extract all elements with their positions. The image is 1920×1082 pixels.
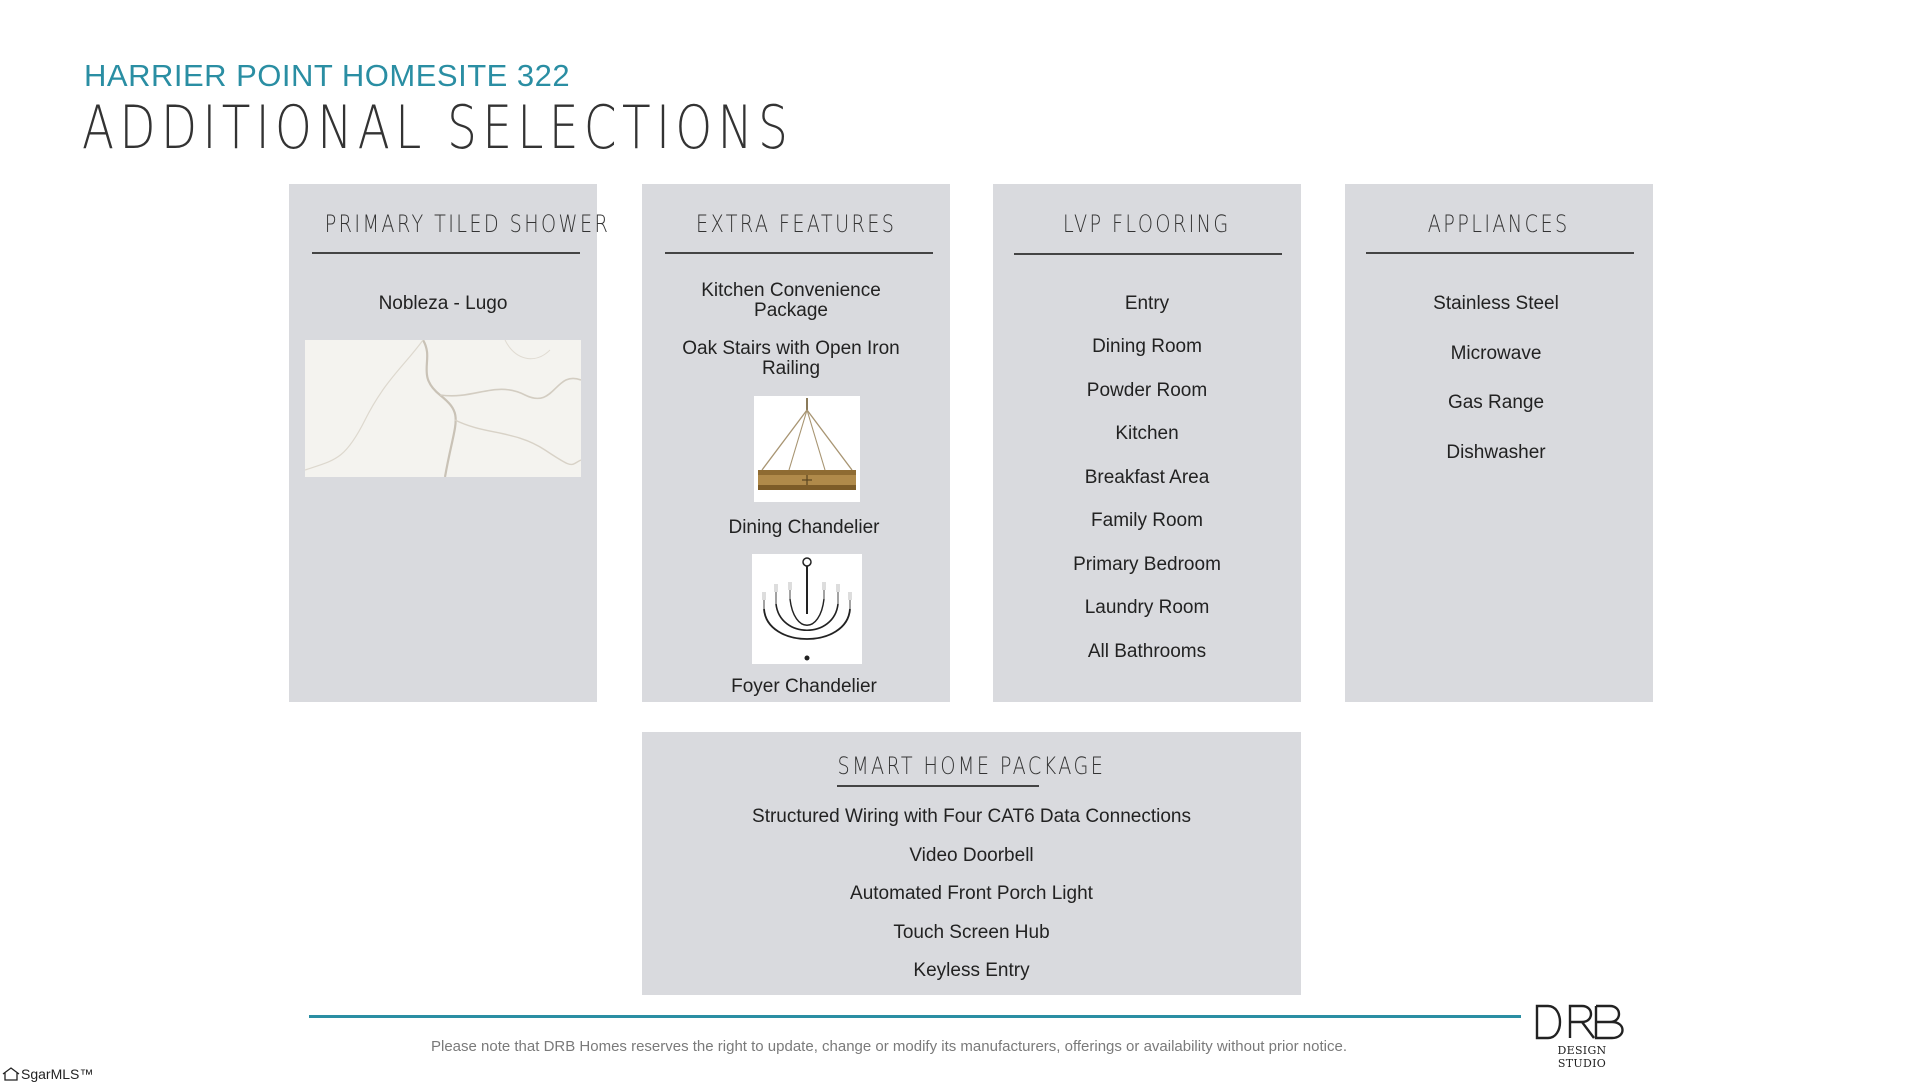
smart-home-item: Structured Wiring with Four CAT6 Data Connections: [752, 806, 1191, 827]
panel-title: APPLIANCES: [1428, 210, 1570, 238]
panel-appliances: [1345, 184, 1653, 702]
panel-divider: [1014, 253, 1282, 255]
flooring-item: Primary Bedroom: [1073, 554, 1221, 575]
flooring-item: All Bathrooms: [1087, 641, 1207, 662]
foyer-chandelier-label: Foyer Chandelier: [731, 676, 877, 697]
flooring-item: Dining Room: [1092, 336, 1202, 357]
appliance-item: Gas Range: [1447, 392, 1545, 413]
flooring-item: Breakfast Area: [1084, 467, 1210, 488]
panel-title: LVP FLOORING: [1063, 210, 1231, 238]
panel-primary-tiled-shower: [289, 184, 611, 702]
panel-divider: [665, 252, 933, 254]
logo-subtitle: DESIGN STUDIO: [1557, 1044, 1607, 1070]
appliance-item: Dishwasher: [1446, 442, 1546, 463]
mls-label: SgarMLS™: [21, 1066, 94, 1082]
homesite-subtitle: HARRIER POINT HOMESITE 322: [84, 58, 571, 93]
panel-extra-features: [642, 184, 950, 702]
drum-chandelier-image: [754, 396, 860, 502]
panel-divider: [837, 785, 1039, 787]
smart-home-item: Keyless Entry: [913, 960, 1030, 981]
smart-home-item: Automated Front Porch Light: [850, 883, 1093, 904]
panel-smart-home-package: [642, 732, 1301, 995]
smart-home-item: Video Doorbell: [909, 845, 1034, 866]
panel-divider: [1366, 252, 1634, 254]
marble-tile-swatch: [305, 340, 581, 477]
panel-title: PRIMARY TILED SHOWER: [324, 210, 611, 238]
panel-divider: [312, 252, 580, 254]
candle-chandelier-image: [752, 554, 862, 664]
disclaimer-note: Please note that DRB Homes reserves the right to update, change or modify its manufacturers, offerings or availability without prior notice.: [430, 1038, 1347, 1055]
appliance-item: Microwave: [1450, 343, 1542, 364]
flooring-item: Kitchen: [1115, 423, 1179, 444]
house-icon: [2, 1067, 20, 1081]
flooring-item: Laundry Room: [1084, 597, 1210, 618]
dining-chandelier-label: Dining Chandelier: [728, 517, 880, 538]
footer-divider: [309, 1015, 1521, 1018]
panel-title: EXTRA FEATURES: [695, 210, 897, 238]
panel-lvp-flooring: [993, 184, 1301, 702]
appliance-item: Stainless Steel: [1433, 293, 1559, 314]
kitchen-convenience-item: Kitchen Convenience Package: [701, 280, 881, 321]
flooring-item: Powder Room: [1086, 380, 1208, 401]
shower-tile-label: Nobleza - Lugo: [378, 293, 508, 314]
smart-home-item: Touch Screen Hub: [893, 922, 1050, 943]
page-title: ADDITIONAL SELECTIONS: [82, 93, 794, 163]
panel-title: SMART HOME PACKAGE: [837, 752, 1106, 780]
flooring-item: Family Room: [1091, 510, 1203, 531]
oak-stairs-item: Oak Stairs with Open Iron Railing: [682, 338, 900, 379]
flooring-item: Entry: [1124, 293, 1170, 314]
